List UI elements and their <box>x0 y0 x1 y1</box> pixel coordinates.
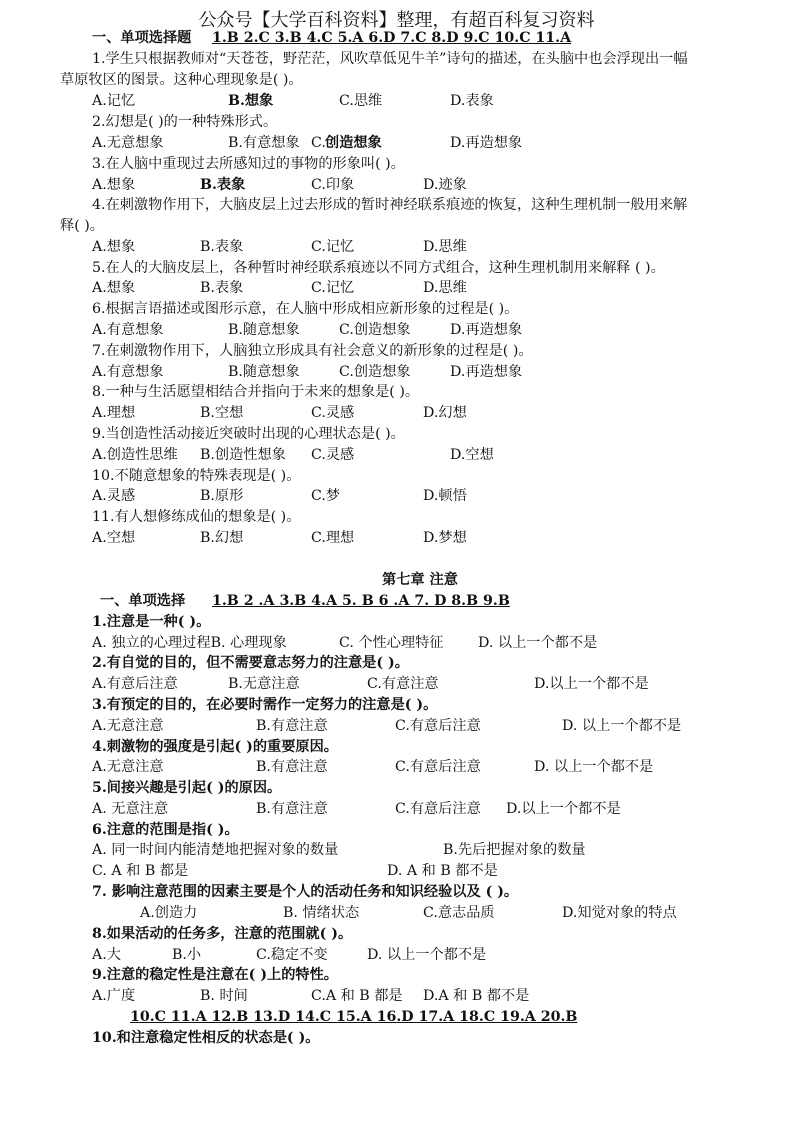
option-b: B.创造性想象 <box>200 447 286 463</box>
option-d: D.幻想 <box>423 405 467 421</box>
option-d: D.再造想象 <box>450 322 523 338</box>
option-c: C.灵感 <box>311 447 355 463</box>
question-1-line-1: 1.学生只根据教师对“天苍苍，野茫茫，风吹草低见牛羊”诗句的描述，在头脑中也会浮现出一幅 <box>92 51 688 67</box>
option-a: A. 无意注意 <box>92 801 169 817</box>
question-3: 3.有预定的目的，在必要时需作一定努力的注意是( )。 <box>92 697 438 713</box>
option-d: D.知觉对象的特点 <box>562 905 677 921</box>
option-a: A.有意想象 <box>92 322 164 338</box>
option-d: D. 以上一个都不是 <box>534 759 654 775</box>
section-title: 一、单项选择 <box>100 593 186 609</box>
option-b: B.有意想象 <box>228 135 300 151</box>
question-9: 9.当创造性活动接近突破时出现的心理状态是( )。 <box>92 426 405 442</box>
option-d: D.表象 <box>450 93 494 109</box>
option-d: D.梦想 <box>423 530 467 546</box>
option-d: D. A 和 B 都不是 <box>387 863 498 879</box>
question-5: 5.在人的大脑皮层上，各种暂时神经联系痕迹以不同方式组合，这种生理机制用来解释 ( )。 <box>92 260 665 276</box>
option-b: B. 时间 <box>200 988 248 1004</box>
option-b: B.先后把握对象的数量 <box>443 842 586 858</box>
option-a: A.有意后注意 <box>92 676 178 692</box>
question-4: 4.刺激物的强度是引起( )的重要原因。 <box>92 739 338 755</box>
option-b: B.原形 <box>200 488 244 504</box>
option-d: D.以上一个都不是 <box>506 801 621 817</box>
option-b: B.随意想象 <box>228 322 300 338</box>
option-d: D.再造想象 <box>450 364 523 380</box>
option-d: D. 以上一个都不是 <box>562 718 682 734</box>
option-a: A.空想 <box>92 530 136 546</box>
question-7: 7.在刺激物作用下，人脑独立形成具有社会意义的新形象的过程是( )。 <box>92 343 533 359</box>
question-7: 7. 影响注意范围的因素主要是个人的活动任务和知识经验以及 ( )。 <box>92 884 519 900</box>
question-4-line-2: 释( )。 <box>60 218 104 234</box>
option-b: B.表象 <box>200 177 246 193</box>
option-d: D.思维 <box>423 280 467 296</box>
question-8: 8.如果活动的任务多，注意的范围就( )。 <box>92 926 353 942</box>
option-c: C.创造想象 <box>339 364 411 380</box>
option-c: C.理想 <box>311 530 355 546</box>
option-a: A.广度 <box>92 988 136 1004</box>
question-5: 5.间接兴趣是引起( )的原因。 <box>92 780 282 796</box>
option-a: A. 独立的心理过程B. 心理现象 <box>92 635 287 651</box>
option-c: C.创造想象 <box>339 322 411 338</box>
option-d: D.迹象 <box>423 177 467 193</box>
option-b: B.表象 <box>200 239 244 255</box>
question-6: 6.根据言语描述或图形示意，在人脑中形成相应新形象的过程是( )。 <box>92 301 519 317</box>
question-6: 6.注意的范围是指( )。 <box>92 822 239 838</box>
option-c: C. <box>311 135 326 151</box>
question-2: 2.幻想是( )的一种特殊形式。 <box>92 114 278 130</box>
option-b: B.小 <box>172 947 202 963</box>
option-c: C.印象 <box>311 177 355 193</box>
option-c-text: 创造想象 <box>325 135 382 151</box>
option-a: A.想象 <box>92 280 136 296</box>
option-b: B. 情绪状态 <box>283 905 360 921</box>
answer-key: 1.B 2 .A 3.B 4.A 5. B 6 .A 7. D 8.B 9.B <box>212 593 510 609</box>
question-10: 10.和注意稳定性相反的状态是( )。 <box>92 1030 320 1046</box>
option-a: A.创造力 <box>140 905 198 921</box>
option-d: D.顿悟 <box>423 488 467 504</box>
option-a: A.理想 <box>92 405 136 421</box>
option-a: A.无意注意 <box>92 759 164 775</box>
question-4-line-1: 4.在刺激物作用下，大脑皮层上过去形成的暂时神经联系痕迹的恢复，这种生理机制一般用来解 <box>92 197 688 213</box>
option-c: C. 个性心理特征 <box>339 635 444 651</box>
option-b: B.有意注意 <box>256 801 328 817</box>
option-a: A.记忆 <box>92 93 136 109</box>
chapter-title: 第七章 注意 <box>382 572 458 588</box>
option-c: C.有意后注意 <box>395 801 481 817</box>
option-d: D.A 和 B 都不是 <box>423 988 530 1004</box>
option-c: C. A 和 B 都是 <box>92 863 189 879</box>
option-a: A. 同一时间内能清楚地把握对象的数量 <box>92 842 339 858</box>
option-c: C.梦 <box>311 488 341 504</box>
option-a: A.想象 <box>92 239 136 255</box>
option-a: A.灵感 <box>92 488 136 504</box>
option-d: D.思维 <box>423 239 467 255</box>
option-c: C.有意注意 <box>367 676 439 692</box>
section-title: 一、单项选择题 <box>92 30 192 46</box>
option-a: A.有意想象 <box>92 364 164 380</box>
option-a: A.无意注意 <box>92 718 164 734</box>
option-c: C.记忆 <box>311 280 355 296</box>
answer-key-2: 10.C 11.A 12.B 13.D 14.C 15.A 16.D 17.A 18.C 19.A 20.B <box>130 1009 578 1025</box>
question-1: 1.注意是一种( )。 <box>92 614 211 630</box>
question-8: 8.一种与生活愿望相结合并指向于未来的想象是( )。 <box>92 384 420 400</box>
option-d: D.再造想象 <box>450 135 523 151</box>
option-c: C.灵感 <box>311 405 355 421</box>
question-2: 2.有自觉的目的，但不需要意志努力的注意是( )。 <box>92 655 409 671</box>
question-10: 10.不随意想象的特殊表现是( )。 <box>92 468 301 484</box>
option-c: C.有意后注意 <box>395 718 481 734</box>
option-b: B.有意注意 <box>256 759 328 775</box>
page-header: 公众号【大学百科资料】整理，有超百科复习资料 <box>198 10 595 31</box>
option-c: C.思维 <box>339 93 383 109</box>
option-c: C.意志品质 <box>423 905 495 921</box>
option-b: B.随意想象 <box>228 364 300 380</box>
question-1-line-2: 草原牧区的图景。这种心理现象是( )。 <box>60 72 303 88</box>
option-c: C.有意后注意 <box>395 759 481 775</box>
answer-key: 1.B 2.C 3.B 4.C 5.A 6.D 7.C 8.D 9.C 10.C 11.A <box>212 30 572 46</box>
option-c: C.记忆 <box>311 239 355 255</box>
option-b: B.想象 <box>228 93 274 109</box>
option-c: C.A 和 B 都是 <box>311 988 403 1004</box>
option-d: D.空想 <box>450 447 494 463</box>
option-a: A.无意想象 <box>92 135 164 151</box>
option-c: C.稳定不变 <box>256 947 328 963</box>
option-a: A.创造性思维 <box>92 447 178 463</box>
option-d: D. 以上一个都不是 <box>478 635 598 651</box>
option-b: B.表象 <box>200 280 244 296</box>
question-9: 9.注意的稳定性是注意在( )上的特性。 <box>92 967 338 983</box>
option-a: A.想象 <box>92 177 136 193</box>
option-b: B.幻想 <box>200 530 244 546</box>
option-d: D. 以上一个都不是 <box>367 947 487 963</box>
question-3: 3.在人脑中重现过去所感知过的事物的形象叫( )。 <box>92 156 405 172</box>
option-a: A.大 <box>92 947 121 963</box>
option-d: D.以上一个都不是 <box>534 676 649 692</box>
option-b: B.空想 <box>200 405 244 421</box>
question-11: 11.有人想修练成仙的想象是( )。 <box>92 509 301 525</box>
option-b: B.有意注意 <box>256 718 328 734</box>
option-b: B.无意注意 <box>228 676 300 692</box>
